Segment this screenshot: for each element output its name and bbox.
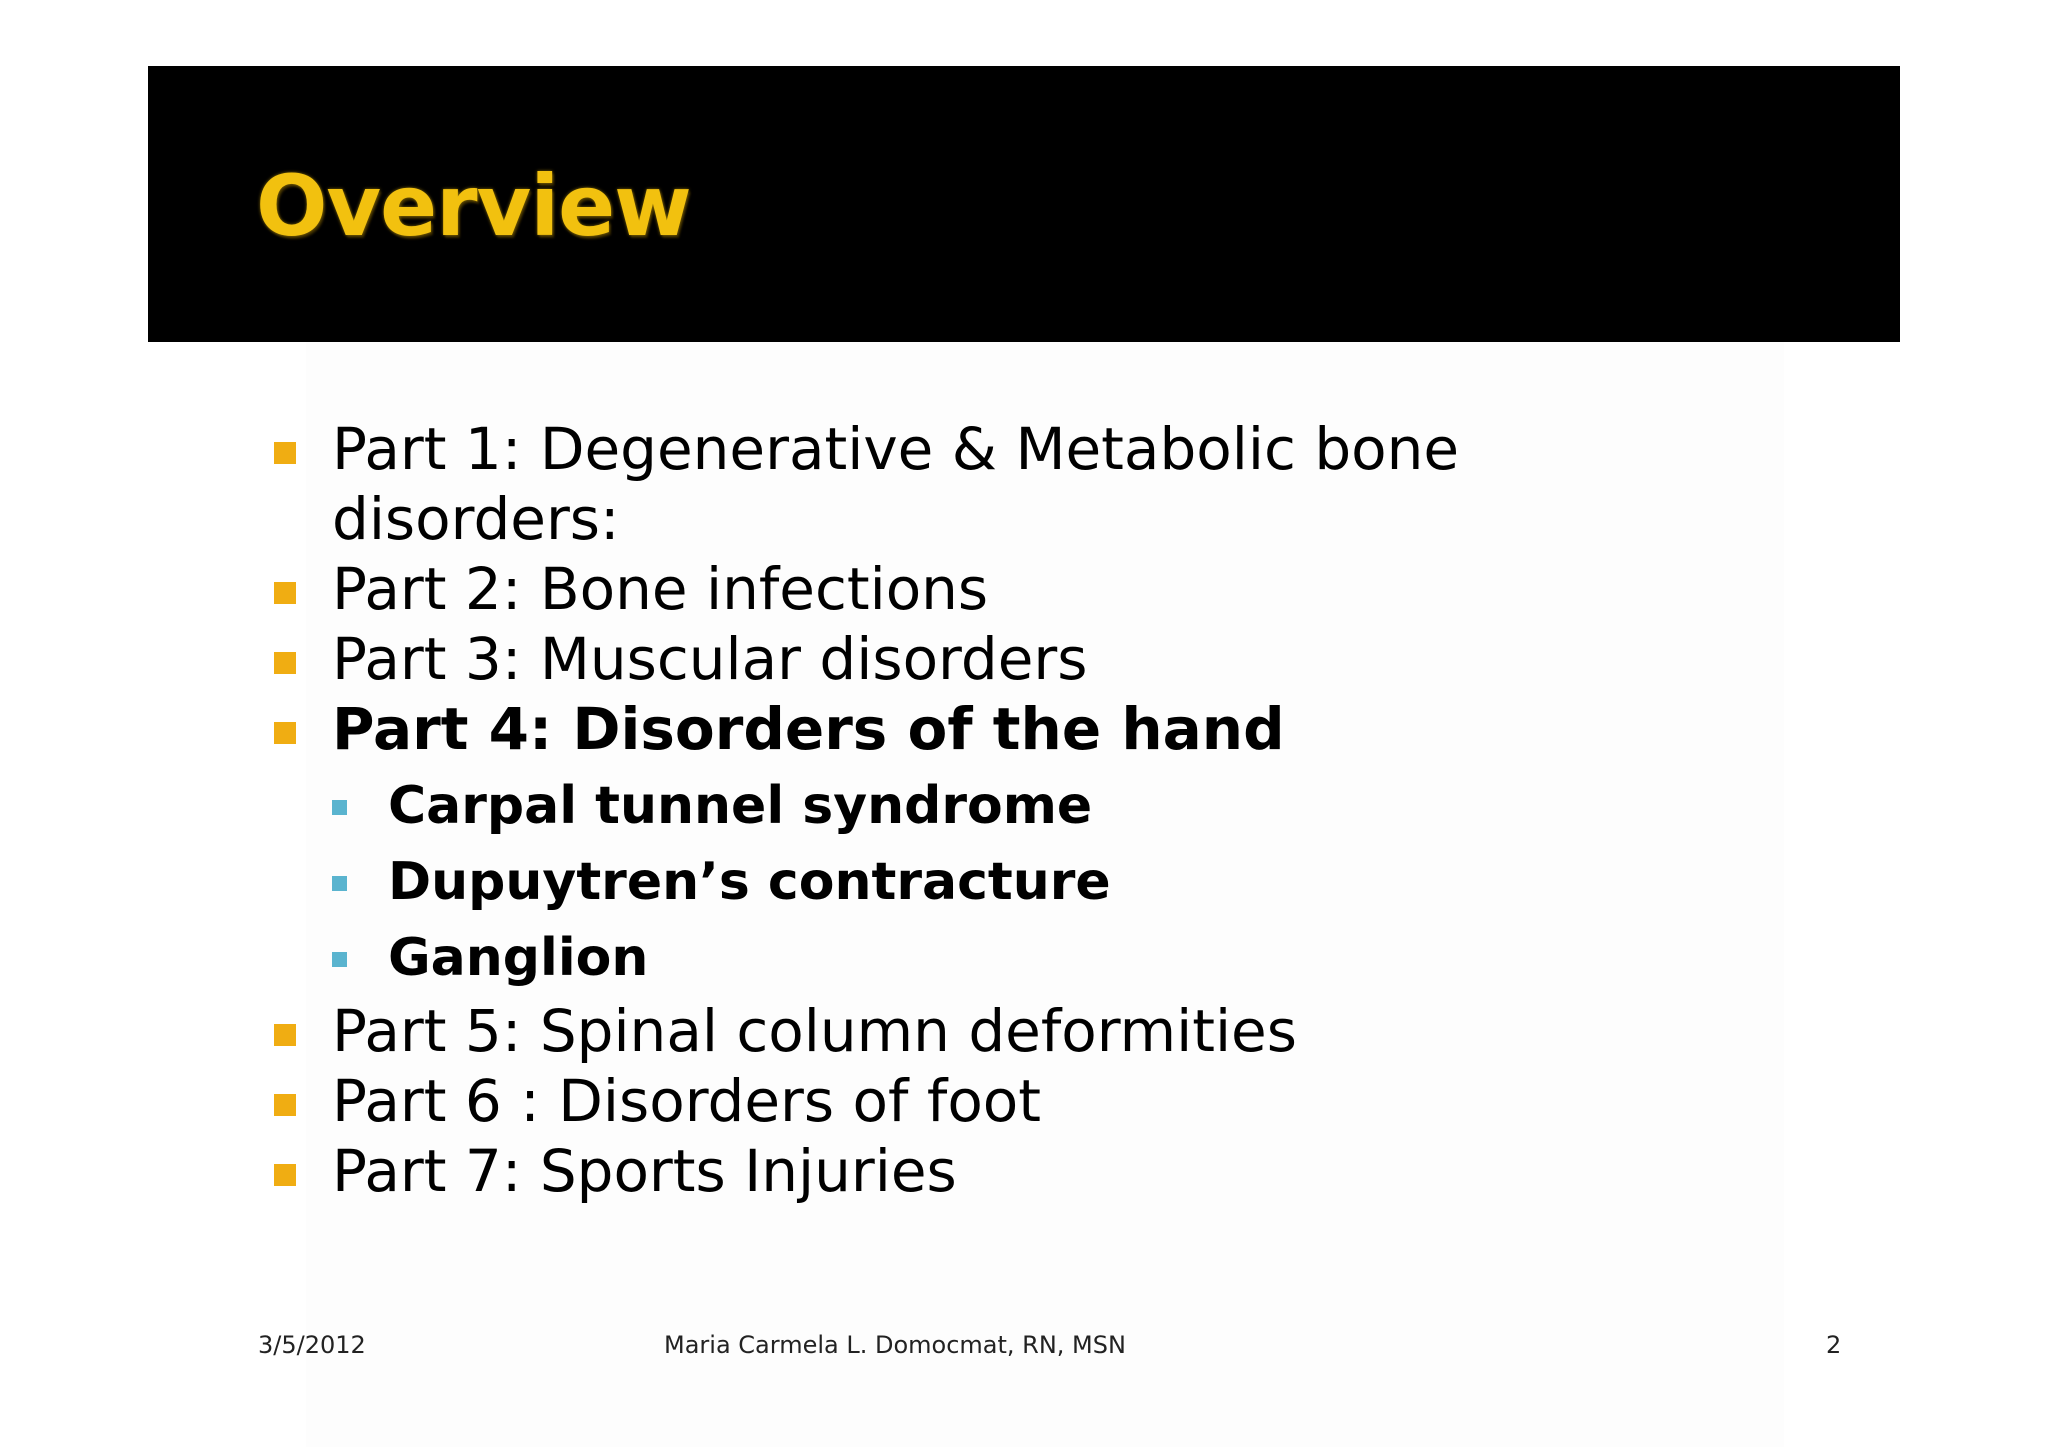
square-bullet-icon [274,582,296,604]
bullet-text: Part 6 : Disorders of foot [332,1067,1042,1135]
small-square-bullet-icon [332,876,347,891]
bullet-item-part-3 [260,624,1760,694]
small-square-bullet-icon [332,952,347,967]
bullet-text: Part 2: Bone infections [332,555,989,623]
footer-author: Maria Carmela L. Domocmat, RN, MSN [664,1331,1126,1359]
square-bullet-icon [274,442,296,464]
sub-bullet-item [332,844,1760,920]
sub-bullet-item [332,920,1760,996]
bullet-item-part-4 [260,694,1760,996]
bullet-list [260,414,1760,1206]
bullet-text: Part 1: Degenerative & Metabolic bone disorders: [332,415,1460,553]
square-bullet-icon [274,1094,296,1116]
sub-bullet-text: Ganglion [388,928,649,988]
title-bar [148,66,1900,342]
square-bullet-icon [274,1164,296,1186]
bullet-item-part-2 [260,554,1760,624]
bullet-text: Part 4: Disorders of the hand [332,695,1285,763]
square-bullet-icon [274,722,296,744]
bullet-text: Part 5: Spinal column deformities [332,997,1297,1065]
sub-bullet-item [332,768,1760,844]
bullet-item-part-6 [260,1066,1760,1136]
bullet-item-part-7 [260,1136,1760,1206]
sub-bullet-text: Dupuytren’s contracture [388,852,1111,912]
square-bullet-icon [274,1024,296,1046]
bullet-text: Part 7: Sports Injuries [332,1137,957,1205]
bullet-item-part-1 [260,414,1760,554]
sub-bullet-text: Carpal tunnel syndrome [388,776,1093,836]
bullet-item-part-5 [260,996,1760,1066]
footer-page-number: 2 [1826,1331,1842,1359]
bullet-text: Part 3: Muscular disorders [332,625,1088,693]
slide-title: Overview [256,157,691,255]
sub-bullet-list [332,768,1760,996]
footer-date: 3/5/2012 [258,1331,366,1359]
small-square-bullet-icon [332,800,347,815]
square-bullet-icon [274,652,296,674]
